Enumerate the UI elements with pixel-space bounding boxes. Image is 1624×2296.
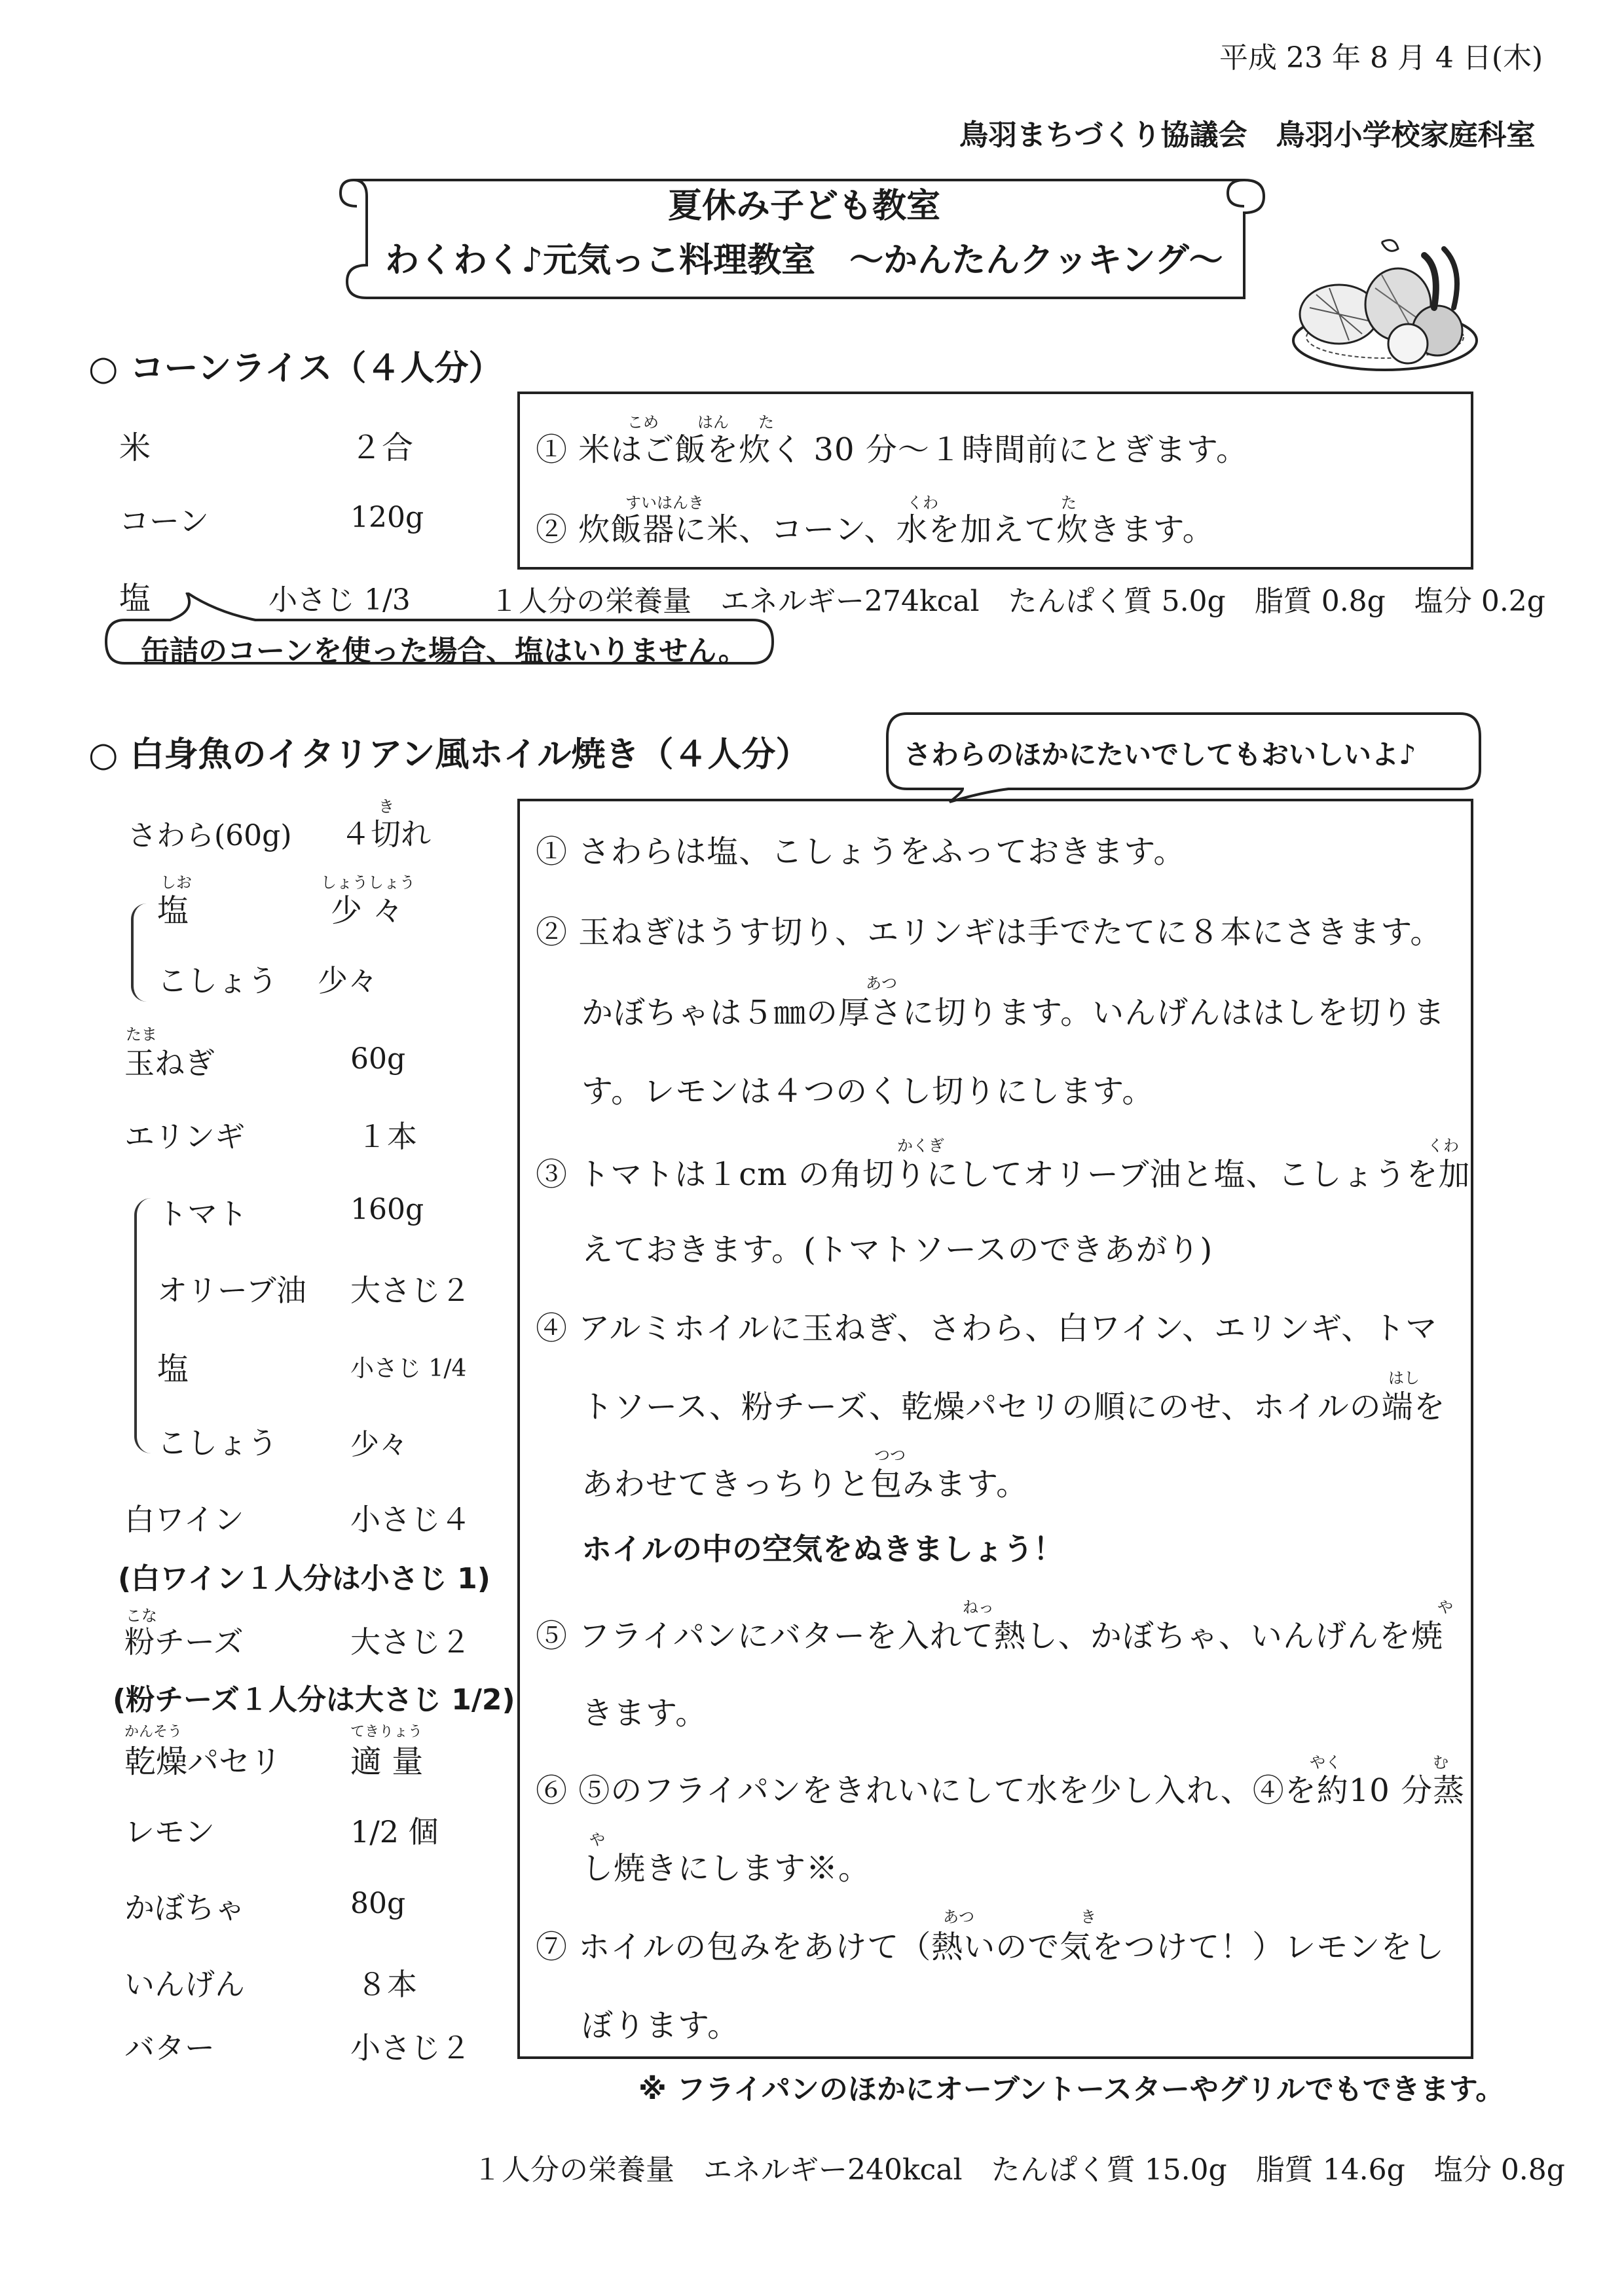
ruby-hashi: はし (1388, 1369, 1420, 1387)
fish-step-6-cont: し焼きにします※。 (581, 1850, 871, 1887)
ingredient-amount: 大さじ２ (350, 1273, 471, 1308)
ingredient-name: エリンギ (124, 1119, 245, 1154)
cheese-per-person-note: (粉チーズ１人分は大さじ 1/2) (113, 1683, 515, 1717)
ruby-kuwa2: くわ (1428, 1137, 1459, 1155)
ingredient-amount: 少 々 (331, 892, 404, 929)
ingredient-amount: 少々 (350, 1428, 408, 1461)
ingredient-name: こしょう (157, 1425, 278, 1461)
ingredient-amount: ４切れ (341, 816, 431, 852)
ingredient-name: 塩 (157, 1351, 189, 1387)
ingredient-name: コーン (119, 503, 210, 539)
ruby-tekiryou: てきりょう (350, 1724, 423, 1740)
ingredient-name: こしょう (157, 963, 278, 998)
ingredient-amount: 1/2 個 (350, 1814, 439, 1850)
corn-rice-nutrition: １人分の栄養量 エネルギー274kcal たんぱく質 5.0g 脂質 0.8g 塩分 0.2g (490, 585, 1545, 618)
ingredient-name: いんげん (124, 1967, 245, 2002)
ingredient-name: トマト (157, 1196, 248, 1231)
fish-step-3: ③ トマトは１cm の角切りにしてオリーブ油と塩、こしょうを加 (536, 1156, 1471, 1193)
ruby-yaku: やく (1310, 1753, 1341, 1772)
ruby-atsu: あつ (866, 974, 897, 993)
fish-step-2-cont: かぼちゃは５㎜の厚さに切ります。いんげんははしを切りま (581, 994, 1446, 1031)
fish-step-5-cont: きます。 (581, 1695, 708, 1732)
corn-rice-step-2: ② 炊飯器に米、コーン、水を加えて炊きます。 (536, 511, 1215, 548)
ruby-shoushou: しょうしょう (321, 873, 415, 892)
ingredient-name: 塩 (119, 580, 151, 617)
ingredient-amount: 60g (350, 1042, 406, 1076)
ingredient-name: レモン (124, 1814, 215, 1850)
fish-nutrition: １人分の栄養量 エネルギー240kcal たんぱく質 15.0g 脂質 14.6g 塩分 0.8g (473, 2153, 1565, 2187)
ingredient-name: オリーブ油 (157, 1273, 306, 1308)
ruby-kona: こな (126, 1607, 157, 1625)
tip-text: さわらのほかにたいでしてもおいしいよ♪ (904, 738, 1416, 771)
ingredient-amount: 小さじ４ (350, 1502, 471, 1537)
fish-step-4: ④ アルミホイルに玉ねぎ、さわら、白ワイン、エリンギ、トマ (536, 1310, 1438, 1347)
fish-step-5: ⑤ フライパンにバターを入れて熱し、かぼちゃ、いんげんを焼 (536, 1618, 1443, 1654)
ingredient-name: 白ワイン (124, 1502, 244, 1537)
vegetable-basket-illustration (1283, 229, 1486, 380)
fish-step-1: ① さわらは塩、こしょうをふっておきます。 (536, 833, 1186, 870)
brace-tomato-sauce (134, 1198, 151, 1453)
banner-subtitle: わくわく♪元気っこ料理教室 ～かんたんクッキング～ (385, 241, 1223, 280)
ingredient-amount: 小さじ２ (350, 2030, 471, 2066)
brace-salt-pepper (131, 903, 147, 1002)
ingredient-amount: ２合 (350, 429, 414, 466)
ingredient-amount: 80g (350, 1887, 406, 1920)
ingredient-amount: 160g (350, 1193, 424, 1226)
ingredient-amount: 少々 (318, 963, 378, 998)
ingredient-name: バター (124, 2030, 215, 2066)
fish-step-3-cont: えておきます。(トマトソースのできあがり) (581, 1231, 1213, 1268)
section-title-corn-rice: ○ コーンライス（４人分） (88, 349, 503, 388)
fish-step-4-cont: あわせてきっちりと包みます。 (581, 1466, 1029, 1503)
ruby-tsutsu: つつ (874, 1446, 906, 1465)
ruby-tama: たま (126, 1025, 157, 1044)
ingredient-amount: 小さじ 1/4 (350, 1355, 467, 1382)
ruby-shio: しお (160, 873, 192, 892)
section-title-foil-fish: ○ 白身魚のイタリアン風ホイル焼き（４人分） (88, 735, 810, 774)
ruby-ta: た (758, 413, 774, 431)
ingredient-name: さわら(60g) (128, 819, 292, 852)
air-removal-emphasis: ホイルの中の空気をぬきましょう！ (581, 1531, 1063, 1567)
ruby-ki: き (378, 797, 394, 816)
ingredient-name: 玉ねぎ (124, 1046, 215, 1081)
fish-step-7: ⑦ ホイルの包みをあけて（熱いので気をつけて！）レモンをし (536, 1929, 1445, 1965)
fish-step-2-cont: す。レモンは４つのくし切りにします。 (581, 1073, 1154, 1110)
ruby-suihanki: すいはんき (625, 494, 704, 512)
organizers: 鳥羽まちづくり協議会 鳥羽小学校家庭科室 (959, 118, 1536, 152)
wine-per-person-note: (白ワイン１人分は小さじ 1) (118, 1562, 490, 1595)
ingredient-amount: 小さじ 1/3 (268, 583, 411, 617)
document-date: 平成 23 年 8 月 4 日(木) (1219, 41, 1543, 75)
fish-step-7-cont: ぼります。 (581, 2007, 740, 2044)
ingredient-amount: 120g (350, 501, 424, 534)
ingredient-amount: 適 量 (350, 1743, 424, 1780)
ruby-mu: む (1433, 1753, 1449, 1772)
corn-rice-step-1: ① 米はご飯を炊く 30 分～１時間前にとぎます。 (536, 431, 1249, 468)
ruby-ki2: き (1080, 1908, 1096, 1926)
ingredient-name: 乾燥パセリ (124, 1743, 282, 1780)
banner-title: 夏休み子ども教室 (668, 187, 941, 226)
ingredient-amount: ８本 (357, 1967, 417, 2002)
ingredient-name: かぼちゃ (124, 1890, 245, 1925)
ingredient-name: 粉チーズ (124, 1624, 244, 1660)
fish-step-4-cont: トソース、粉チーズ、乾燥パセリの順にのせ、ホイルの端を (581, 1389, 1446, 1425)
ingredient-amount: 大さじ２ (350, 1624, 471, 1660)
ingredient-name: 米 (119, 429, 151, 466)
fish-step-6: ⑥ ⑤のフライパンをきれいにして水を少し入れ、④を約10 分蒸 (536, 1772, 1466, 1809)
ruby-kansou: かんそう (124, 1724, 183, 1740)
ruby-kuwa: くわ (907, 494, 938, 512)
ruby-kome: こめ (627, 413, 659, 431)
ruby-han: はん (697, 413, 729, 431)
ruby-atsu2: あつ (943, 1908, 974, 1926)
ingredient-amount: １本 (357, 1119, 417, 1154)
ruby-netsu: ねっ (963, 1598, 994, 1616)
ruby-ta2: た (1061, 494, 1077, 512)
ruby-ya2: や (589, 1831, 605, 1849)
ingredient-name: 塩 (157, 892, 189, 929)
ruby-ya: や (1437, 1598, 1453, 1616)
oven-footnote: ※ フライパンのほかにオーブントースターやグリルでもできます。 (638, 2073, 1505, 2106)
ruby-kakugi: かくぎ (897, 1137, 944, 1155)
fish-step-2: ② 玉ねぎはうす切り、エリンギは手でたてに８本にさきます。 (536, 914, 1443, 951)
salt-note-text: 缶詰のコーンを使った場合、塩はいりません。 (141, 634, 747, 668)
